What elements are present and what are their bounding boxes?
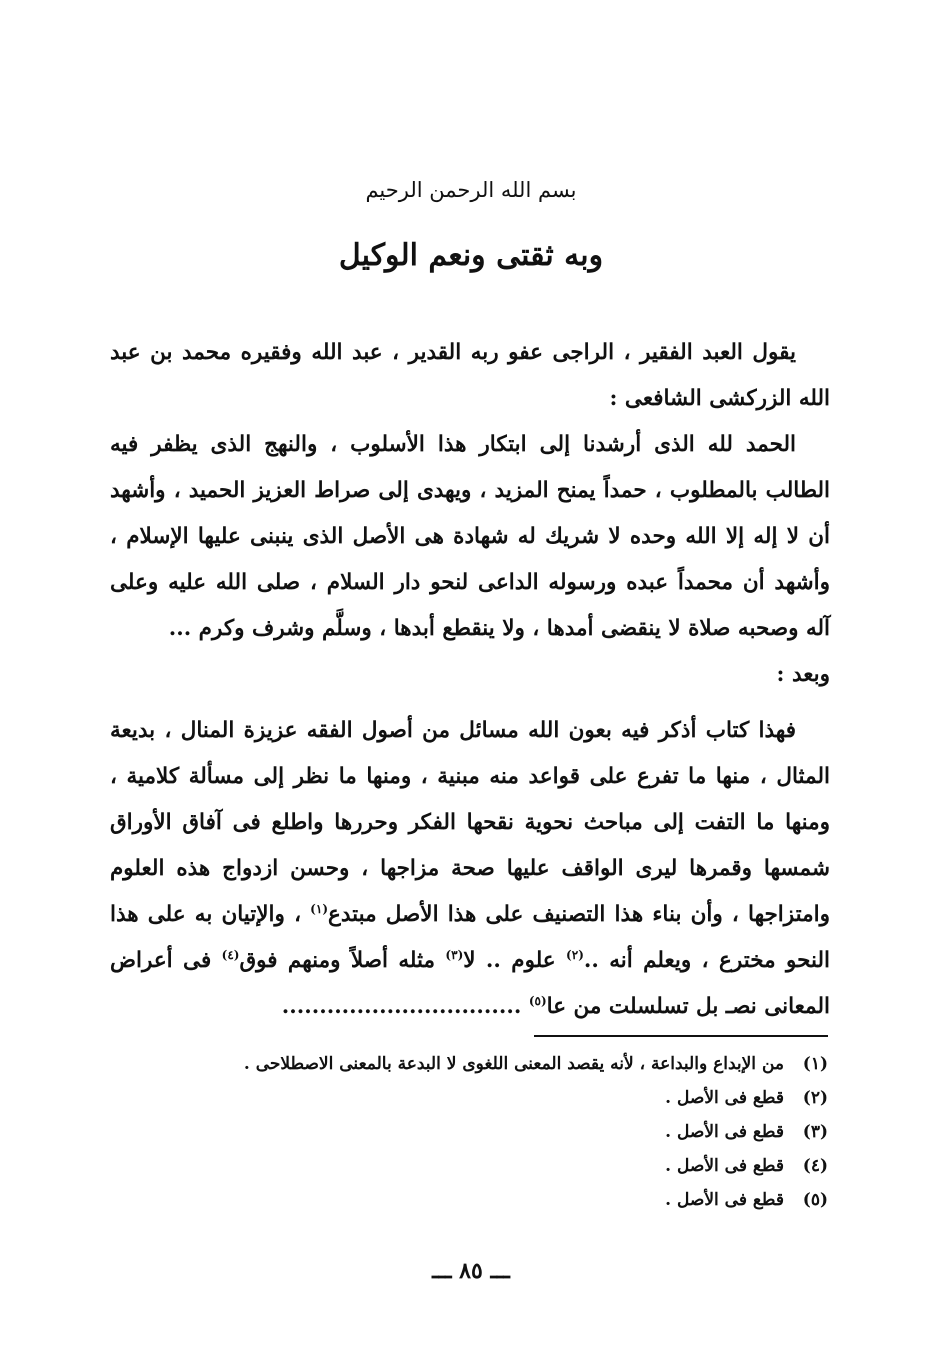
footnote-text: قطع فى الأصل . <box>665 1190 784 1210</box>
footnote-item <box>108 1081 828 1115</box>
footnote-item <box>108 1183 828 1217</box>
footnote-marker: (١) <box>310 901 328 916</box>
main-text-part: ، والإتيان به على هذا النحو مخترع ، ويعلم أنه .. <box>110 902 830 973</box>
footnote-marker: (٢) <box>566 947 584 962</box>
footnote-item <box>108 1115 828 1149</box>
footnote-text: قطع فى الأصل . <box>665 1088 784 1108</box>
footnote-item <box>108 1047 828 1081</box>
footnote-number: (٥) <box>802 1190 828 1210</box>
intro-paragraph: يقول العبد الفقير ، الراجى عفو ربه القدير ، عبد الله وفقيره محمد بن عبد الله الزركشى الشافعى : <box>110 340 830 411</box>
footnote-marker: (٥) <box>528 993 547 1008</box>
footnote-number: (٢) <box>802 1088 828 1108</box>
main-text-part: علوم .. لا <box>463 948 567 973</box>
footnote-item <box>108 1149 828 1183</box>
footnote-text: قطع فى الأصل . <box>665 1122 784 1142</box>
main-text-part: ................................ <box>281 994 529 1019</box>
body-text <box>110 330 830 1030</box>
basmala: بسم الله الرحمن الرحيم <box>365 178 577 202</box>
footnote-text: من الإبداع والبداعة ، لأنه يقصد المعنى اللغوى لا البدعة بالمعنى الاصطلاحى . <box>243 1054 784 1074</box>
footnote-divider <box>534 1035 828 1037</box>
footnote-text: قطع فى الأصل . <box>665 1156 784 1176</box>
footnote-number: (١) <box>802 1054 828 1074</box>
footnote-number: (٣) <box>802 1122 828 1142</box>
praise-paragraph: الحمد لله الذى أرشدنا إلى ابتكار هذا الأسلوب ، والنهج الذى يظفر فيه الطالب بالمطلوب ، حمداً يمنح المزيد ، ويهدى إلى صراط العزيز الحميد ، وأشهد أن لا إله إلا الله وحده لا شريك له شهادة هى الأصل الذى ينبنى عليها الإسلام ، وأشهد أن محمداً عبده ورسوله الداعى لنحو دار السلام ، صلى الله عليه وعلى آله وصحبه صلاة لا ينقضى أمدها ، ولا ينقطع أبدها ، وسلَّم وشرف وكرم ... <box>110 432 830 641</box>
footnote-marker: (٤) <box>221 947 240 962</box>
footnotes-list <box>108 1047 828 1217</box>
main-text-part: فى أعراض المعانى نصـ بل تسلسلت من عا <box>110 948 830 1019</box>
footnote-number: (٤) <box>802 1156 828 1176</box>
footnote-marker: (٣) <box>445 947 464 962</box>
main-text-part: مثله أصلاً ومنهم فوق <box>239 948 446 973</box>
page-number: ـــ ٨٥ ـــ <box>432 1258 510 1284</box>
main-text-part: فهذا كتاب أذكر فيه بعون الله مسائل من أصول الفقه عزيزة المنال ، بديعة المثال ، منها ما تفرع على قواعد منه مبنية ، ومنها ما نظر إلى مسألة كلامية ، ومنها ما التفت إلى مباحث نحوية نقحها الفكر وحررها واطلع فى آفاق الأوراق شمسها وقمرها ليرى الواقف عليها صحة مزاجها ، وحسن ازدواج هذه العلوم وامتزاجها ، وأن بناء هذا التصنيف على هذا الأصل مبتدع <box>110 718 830 927</box>
main-paragraph <box>110 708 830 1030</box>
page-heading: وبه ثقتى ونعم الوكيل <box>338 238 604 273</box>
transition-line: وبعد : <box>776 662 830 687</box>
